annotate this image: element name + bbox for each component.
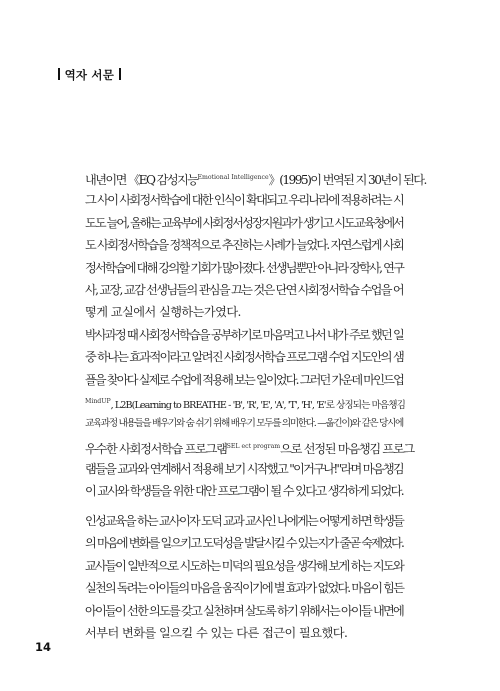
text-line: 실천의 독려는 아이들의 마음을 움직이기에 별 효과가 없었다. 마음이 힘든 <box>85 581 403 596</box>
superscript-annotation: SEL ect program <box>226 442 281 450</box>
superscript-annotation: Emotional Intelligence <box>197 174 269 181</box>
paragraph-2 <box>85 510 403 644</box>
text-line: 교육과정 내용들을 배우기와 숨 쉬기 위해 배우기 모두를 의미한다. —옮긴이)와 같은 당시에 <box>85 418 403 430</box>
header-bar-left <box>58 68 60 80</box>
section-header <box>58 67 121 83</box>
text-line: 중 하나는 효과적이라고 알려진 사회정서학습 프로그램 수업 지도안의 샘 <box>85 350 403 365</box>
text-line: 도 사회정서학습을 정책적으로 추진하는 사례가 늘었다. 자연스럽게 사회 <box>85 238 403 253</box>
text-line: 인성교육을 하는 교사이자 도덕 교과 교사인 나에게는 어떻게 하면 학생들 <box>85 514 403 528</box>
text-line: 떻게 교실에서 실행하는가였다. <box>85 305 241 320</box>
text-line <box>85 391 403 413</box>
text-line-part: 》(1995)이 번역된 지 30년이 된다. <box>268 173 426 187</box>
paragraph-1 <box>85 167 426 503</box>
text-line: 아이들이 선한 의도를 갖고 실천하며 살도록 하기 위해서는 아이들 내면에 <box>85 603 403 618</box>
text-line: 교사들이 일반적으로 시도하는 미덕의 필요성을 생각해 보게 하는 지도와 <box>85 558 403 573</box>
text-line-part: , L2B(Learning to BREATHE - 'B', 'R', 'E', 'A', 'T', 'H', 'E'로 상징되는 마음챙김 <box>110 399 405 411</box>
text-line: 서부터 변화를 일으킬 수 있는 다른 접근이 필요했다. <box>85 625 348 640</box>
text-line: 사, 교장, 교감 선생님들의 관심을 끄는 것은 단연 사회정서학습 수업을 어 <box>85 282 403 297</box>
text-line-part: 으로 선정된 마음챙김 프로그 <box>280 441 414 456</box>
text-line-part: 내년이면 《EQ 감성지능 <box>85 173 198 187</box>
text-line <box>85 436 414 458</box>
page-number: 14 <box>35 640 52 654</box>
header-bar-right <box>119 68 121 80</box>
text-line: 그 사이 사회정서학습에 대한 인식이 확대되고 우리나라에 적용하려는 시 <box>85 193 403 208</box>
text-line: 이 교사와 학생들을 위한 대안 프로그램이 될 수 있다고 생각하게 되었다. <box>85 484 403 499</box>
text-line: 도도 늘어, 올해는 교육부에 사회정서성장지원과가 생기고 시도교육청에서 <box>85 215 403 230</box>
text-line: 박사과정 때 사회정서학습을 공부하기로 마음먹고 나서 내가 주로 했던 일 <box>85 327 403 342</box>
text-line-part: 우수한 사회정서학습 프로그램 <box>85 441 227 456</box>
text-line: 의 마음에 변화를 일으키고 도덕성을 발달시킬 수 있는지가 줄곧 숙제였다. <box>85 536 403 551</box>
section-title: 역자 서문 <box>64 68 115 82</box>
text-line: 램들을 교과와 연계해서 적용해 보기 시작했고 "이거구나!"라며 마음챙김 <box>85 462 403 477</box>
text-line: 정서학습에 대해 강의할 기회가 많아졌다. 선생님뿐만 아니라 장학사, 연구 <box>85 260 403 275</box>
superscript-annotation: MindUP <box>85 397 111 405</box>
text-line <box>85 167 426 189</box>
text-line: 플을 찾아다 실제로 수업에 적용해 보는 일이었다. 그러던 가운데 마인드업 <box>85 372 403 387</box>
